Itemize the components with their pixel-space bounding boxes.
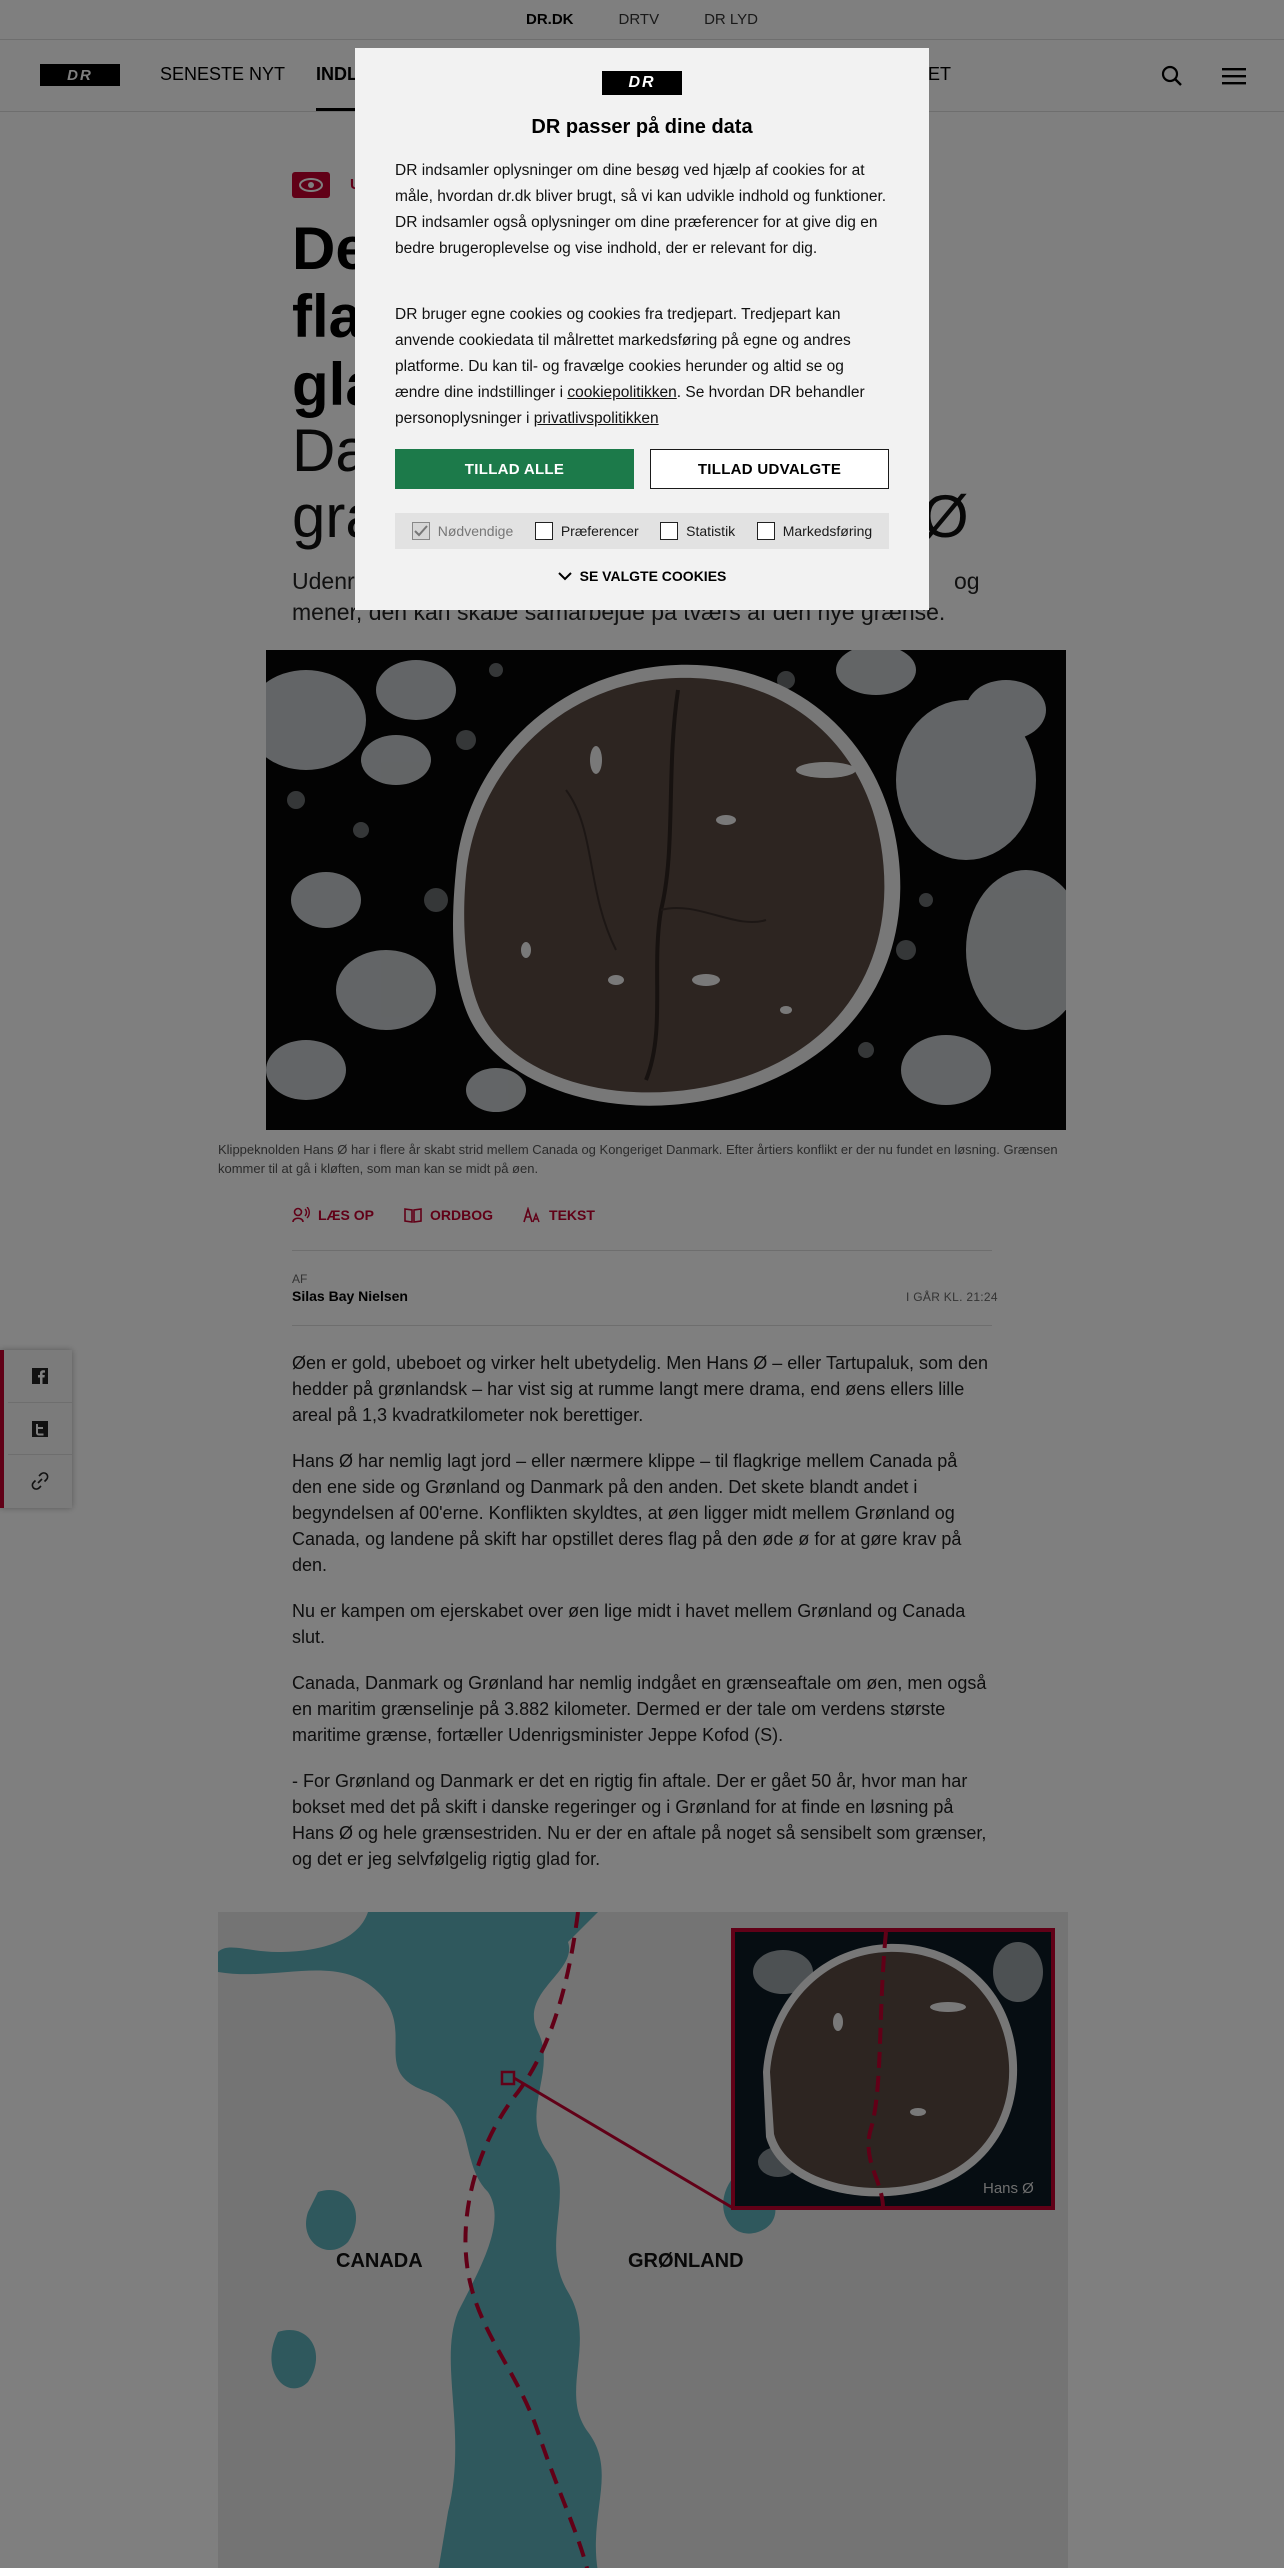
cookie-dialog (355, 48, 929, 610)
dialog-title: DR passer på dine data (531, 116, 753, 138)
cookie-policy-link[interactable]: cookiepolitikken (567, 384, 677, 401)
checkbox-preferences-label[interactable]: Præferencer (560, 523, 639, 539)
see-selected-cookies-label: SE VALGTE COOKIES (579, 568, 727, 584)
dialog-p2-mid: . Se hvordan DR behandler personoplysninger i (395, 384, 865, 427)
privacy-policy-link[interactable]: privatlivspolitikken (533, 410, 659, 427)
dialog-paragraph-2 (395, 302, 889, 432)
allow-selected-button[interactable]: TILLAD UDVALGTE (650, 449, 889, 489)
checkbox-preferences-box[interactable] (535, 522, 553, 540)
allow-all-button[interactable]: TILLAD ALLE (395, 449, 634, 489)
dialog-paragraph-1: DR indsamler oplysninger om dine besøg ved hjælp af cookies for at måle, hvordan dr.dk bliver brugt, så vi kan udvikle indhold og funktioner. DR indsamler også oplysninger om dine præferencer for at give dig en bedre brugeroplevelse og vise indhold, der er relevant for dig. (395, 162, 887, 257)
dialog-dr-logo: DR (602, 71, 682, 95)
checkbox-marketing-box[interactable] (757, 522, 775, 540)
checkbox-necessary (412, 522, 514, 540)
checkmark-icon (414, 525, 428, 537)
checkbox-statistics[interactable] (660, 522, 735, 540)
checkbox-statistics-box[interactable] (660, 522, 678, 540)
checkbox-preferences[interactable] (535, 522, 639, 540)
see-selected-cookies-toggle[interactable] (355, 568, 929, 584)
chevron-down-icon (558, 571, 572, 581)
cookie-categories (395, 513, 889, 549)
checkbox-necessary-label: Nødvendige (437, 523, 514, 539)
dialog-p2-text: DR bruger egne cookies og cookies fra tredjepart. Tredjepart kan anvende cookiedata til målrettet markedsføring på egne og andres platforme. Du kan til- og fravælge cookies herunder og altid se og ændre dine indstillinger i (395, 306, 851, 401)
checkbox-necessary-box (412, 522, 430, 540)
checkbox-marketing[interactable] (757, 522, 872, 540)
checkbox-statistics-label[interactable]: Statistik (686, 523, 736, 539)
checkbox-marketing-label[interactable]: Markedsføring (782, 523, 873, 539)
